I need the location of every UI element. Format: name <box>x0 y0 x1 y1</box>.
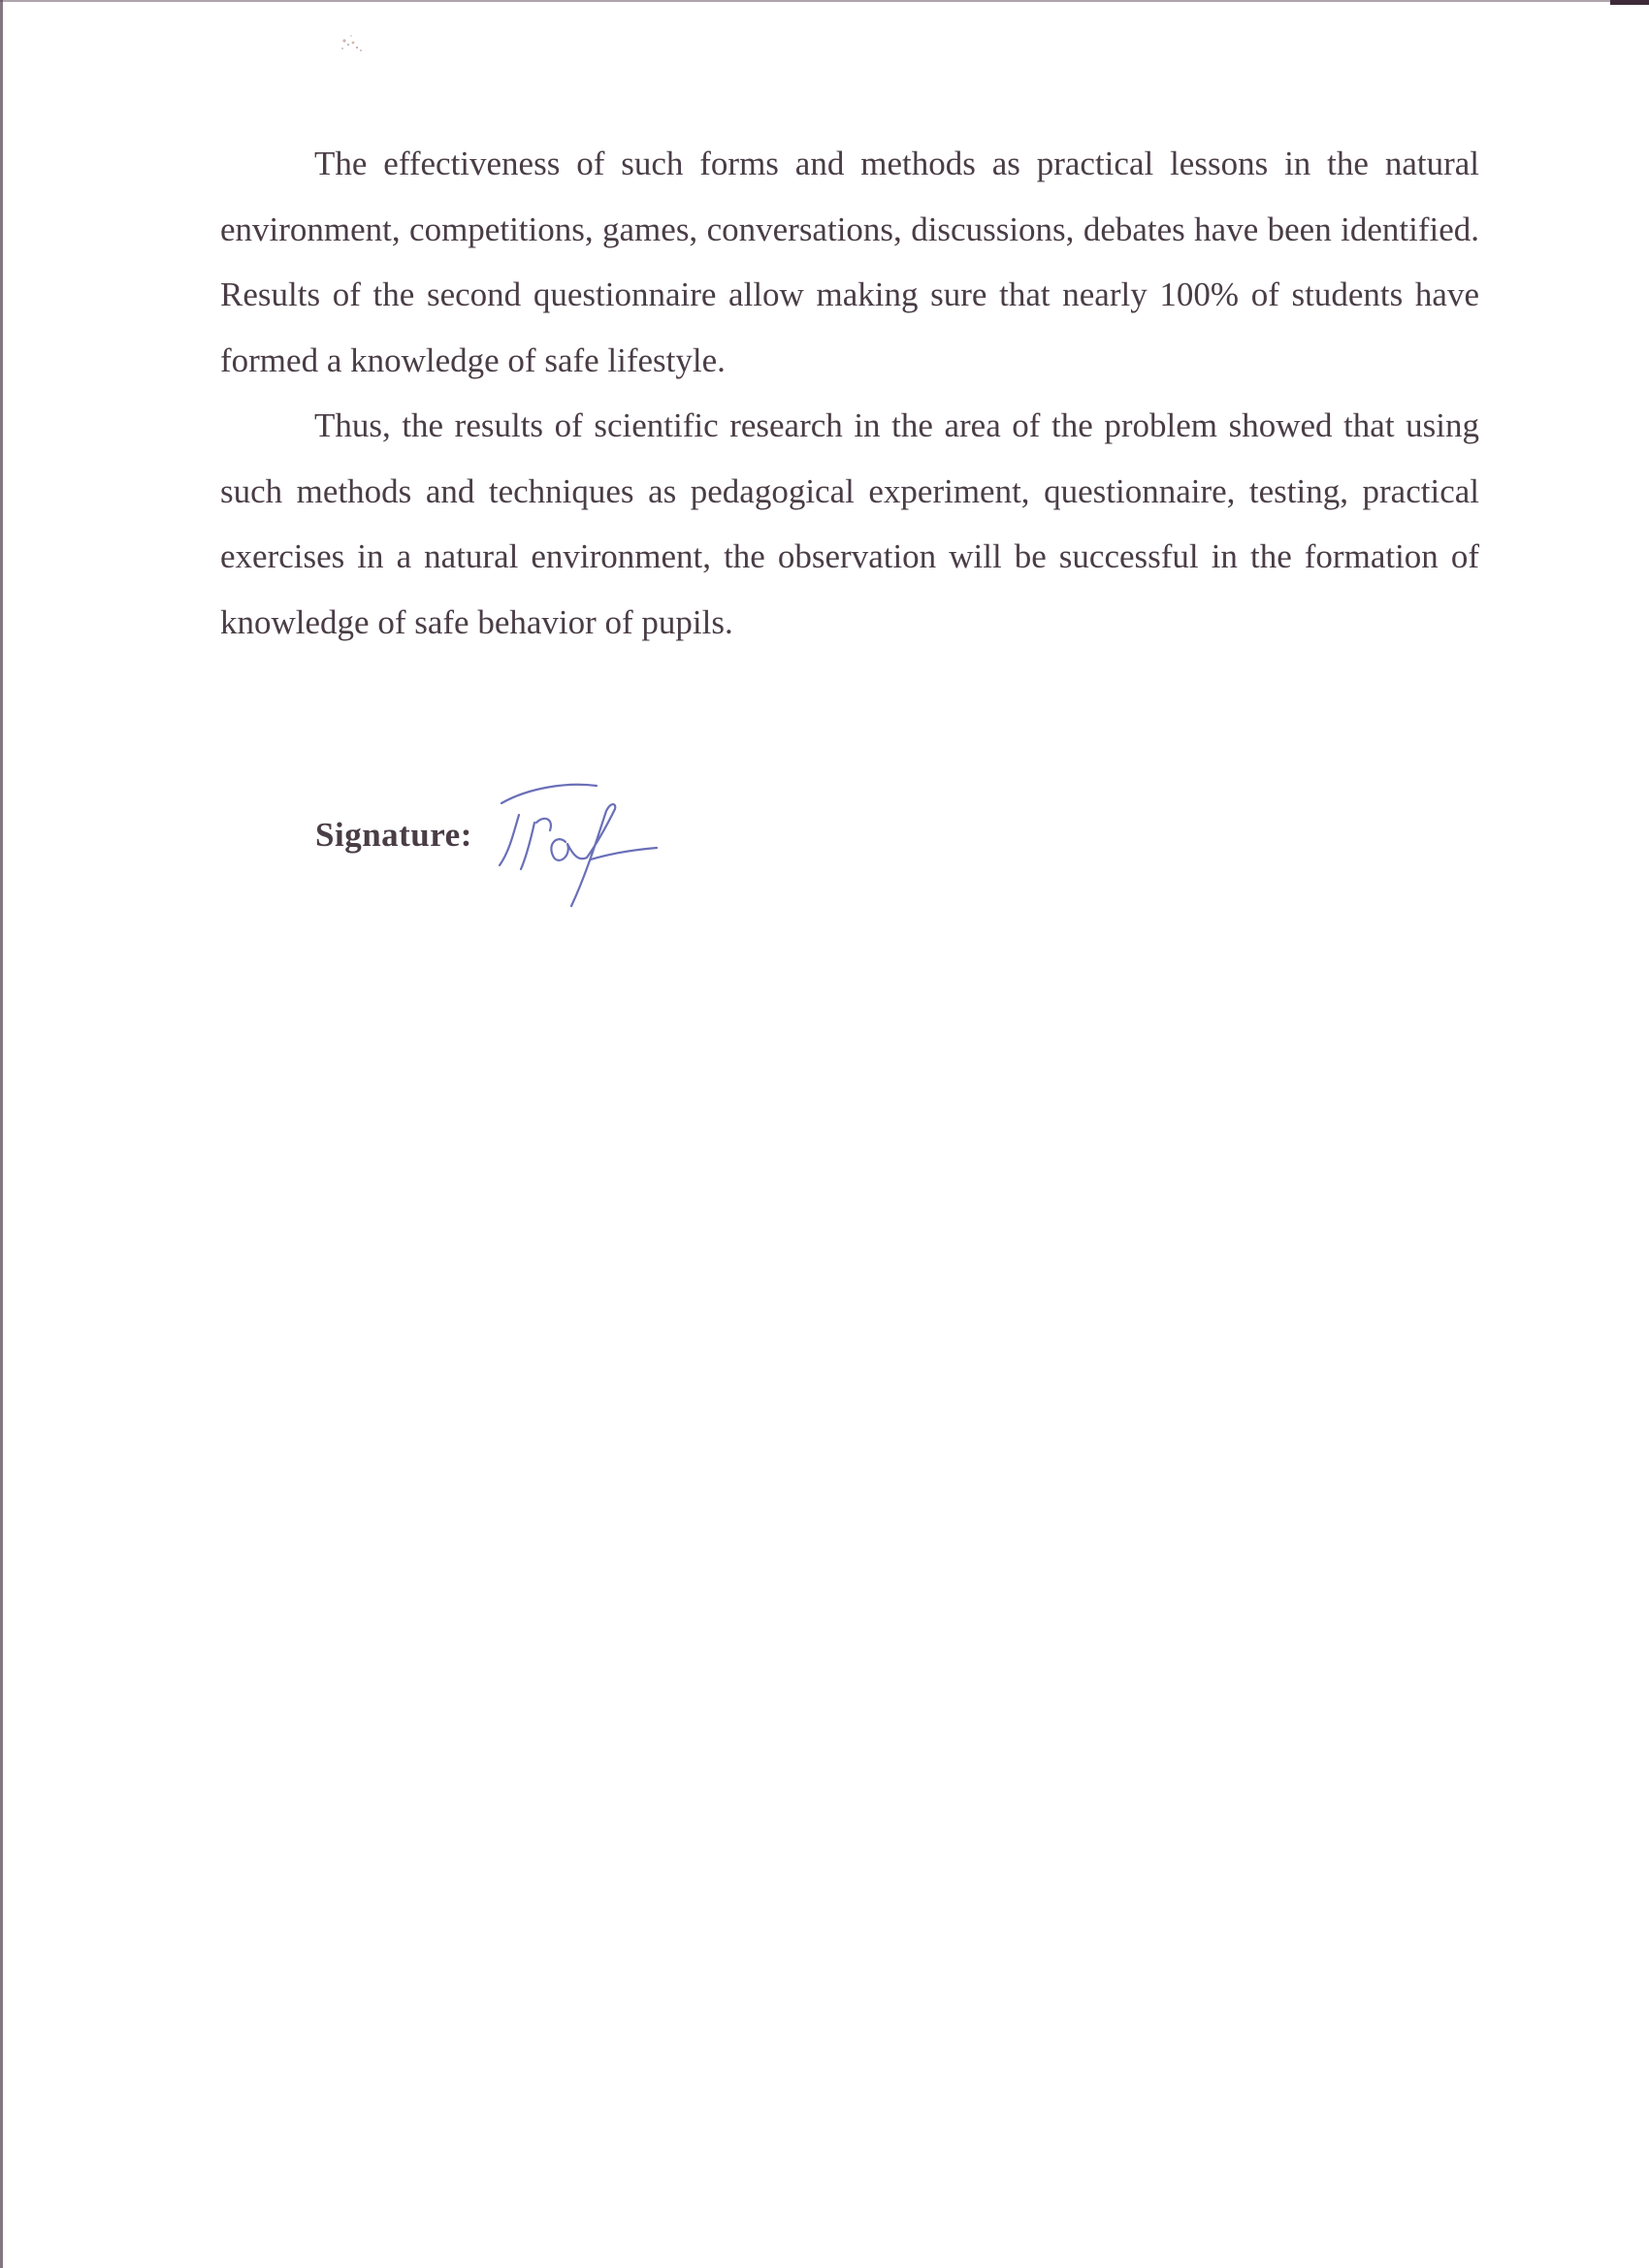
scan-edge-corner <box>1610 0 1649 5</box>
signature-icon <box>490 776 664 917</box>
signature-label: Signature: <box>315 816 472 854</box>
signature-block <box>315 776 703 922</box>
body-text <box>220 131 1479 655</box>
scan-speck-icon <box>333 31 372 60</box>
paragraph-2: Thus, the results of scientific research in the area of the problem showed that using such methods and techniques as pedagogical experiment, questionnaire, testing, practical exercises in a natural environment, the observation will be successful in the formation of knowledge of safe behavior of pupils. <box>220 406 1479 641</box>
scan-edge-top <box>0 0 1649 2</box>
paragraph-1: The effectiveness of such forms and methods as practical lessons in the natural environment, competitions, games, conversations, discussions, debates have been identified. Results of the second questionnaire allow making sure that nearly 100% of students have formed a knowledge of safe lifestyle. <box>220 145 1479 379</box>
scan-edge-left <box>0 0 3 2268</box>
